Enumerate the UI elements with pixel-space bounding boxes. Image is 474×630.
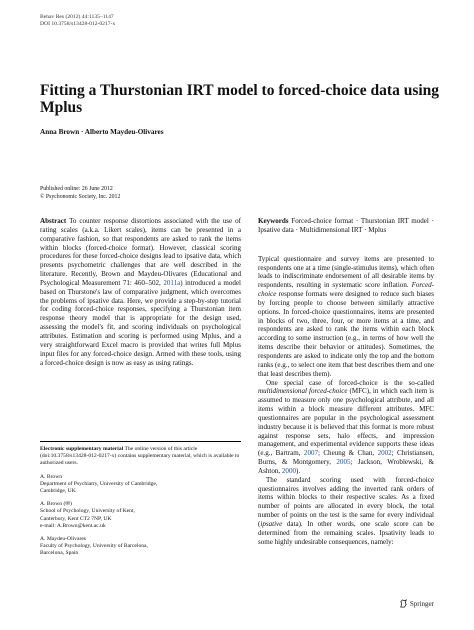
esm-text: The online version of this article (doi:10.3758/s13428-012-0217-x) contains supplementary material, which is available to authorized users.: [40, 446, 240, 467]
doi-line[interactable]: DOI 10.3758/s13428-012-0217-x: [40, 21, 116, 27]
journal-header: [40, 14, 115, 28]
keywords-section: [258, 217, 434, 235]
affiliation-2: [40, 501, 241, 530]
esm-label: Electronic supplementary material: [40, 446, 124, 452]
affiliation-1: [40, 474, 241, 496]
affiliation-city: Canterbury, Kent CT2 7NP, UK: [40, 515, 112, 522]
abstract-label: Abstract: [40, 217, 67, 225]
abstract-text-2: ) introduced a model based on Thurstone's law of comparative judgment, which overcomes the problems of ipsative data. Here, we provide a step-by-step tutorial for coding forced-choice responses, specifying a Thurstonian item response theory model that is appropriate for the design used, assessing the model's fit, and scoring individuals on psychological attributes. Estimation and scoring is performed using Mplus, and a very straightforward Excel macro is provided that writes full Mplus input files for any forced-choice design. Armed with these tools, using a forced-choice design is now as easy as using ratings.: [40, 278, 241, 367]
springer-horse-icon: [399, 599, 408, 608]
abstract-section: [40, 217, 241, 367]
citation-link[interactable]: 2000: [281, 466, 296, 475]
affiliation-dept: Department of Psychiatry, University of Cambridge,: [40, 480, 158, 487]
publisher-name: Springer: [409, 599, 434, 608]
keywords-label: Keywords: [258, 217, 289, 225]
citation-link[interactable]: 2002: [377, 449, 392, 458]
abstract-text-1: To counter response distortions associated with the use of rating scales (a.k.a. Likert scales), items can be presented in a comparative fashion, so that respondents are asked to rank the items within blocks (forced-choice format). However, classical scoring procedures for these forced-choice designs lead to ipsative data, which presents psychometric challenges that are well described in the literature. Recently, Brown and Maydeu-Olivares (Educational and Psychological Measurement 71: 460–502,: [40, 217, 241, 287]
publisher-logo: [399, 599, 434, 608]
affiliation-name: A. Brown: [40, 473, 63, 480]
email-link[interactable]: e-mail: A.Brown@kent.ac.uk: [40, 522, 106, 529]
affiliation-name: A. Brown (✉): [40, 501, 72, 508]
affiliation-city: Barcelona, Spain: [40, 550, 79, 557]
keywords-text: Forced-choice format · Thurstonian IRT model · Ipsative data · Multidimensional IRT · Mplus: [258, 217, 434, 234]
article-title: Fitting a Thurstonian IRT model to forced-choice data using Mplus: [40, 82, 440, 116]
journal-citation: Behav Res (2012) 44:1135–1147: [40, 14, 114, 20]
publication-info: [40, 186, 120, 201]
affiliation-name: A. Maydeu-Olivares: [40, 536, 86, 543]
footnote-section: [40, 446, 241, 564]
published-date: Published online: 26 June 2012: [40, 186, 113, 192]
affiliation-city: Cambridge, UK: [40, 488, 76, 495]
body-paragraph-3: The standard scoring used with forced-choice questionnaires involves adding the inverted rank orders of items within blocks to their respective scales. As a fixed number of points are allocated in every block, the total number of points on the test is the same for every individual (ipsative data). In other words, one scale score can be determined from the remaining scales. Ipsativity leads to some highly undesirable consequences, namely:: [258, 475, 434, 546]
body-paragraph-1: Typical questionnaire and survey items are presented to respondents one at a time (single-stimulus items), which often leads to indiscriminate endorsement of all desirable items by respondents, resulting in systematic score inflation. Forced-choice response formats were designed to reduce such biases by forcing people to choose between similarly attractive options. In forced-choice questionnaires, items are presented in blocks of two, three, four, or more items at a time, and respondents are asked to rank the items within each block according to some instruction (e.g., in terms of how well the items describe their behavior or attitudes). Sometimes, the respondents are asked to indicate only the top and the bottom ranks (e.g., to select one item that best describes them and one that least describes them).: [258, 254, 434, 378]
citation-link[interactable]: 2011a: [163, 278, 181, 287]
right-column: [258, 217, 434, 547]
citation-link[interactable]: 2007: [303, 449, 319, 458]
copyright-line: © Psychonomic Society, Inc. 2012: [40, 193, 121, 200]
body-paragraph-2: One special case of forced-choice is the so-called multidimensional forced-choice (MFC), in which each item is assumed to measure only one psychological attribute, and all items within a block measure different attributes. MFC questionnaires are popular in the psychological assessment industry because it is believed that this format is more robust against response sets, halo effects, and impression management, and experimental evidence supports these ideas (e.g., Bartram, 2007; Cheung & Chan, 2002; Christiansen, Burns, & Montgomery, 2005; Jackson, Wroblewski, & Ashton, 2000).: [258, 378, 434, 475]
affiliation-dept: School of Psychology, University of Kent,: [40, 508, 135, 515]
author-list: Anna Brown · Alberto Maydeu-Olivares: [40, 128, 164, 136]
affiliation-dept: Faculty of Psychology, University of Barcelona,: [40, 543, 148, 550]
footnote-divider: [40, 441, 241, 442]
affiliation-3: [40, 536, 241, 558]
citation-link[interactable]: 2005: [336, 458, 351, 467]
